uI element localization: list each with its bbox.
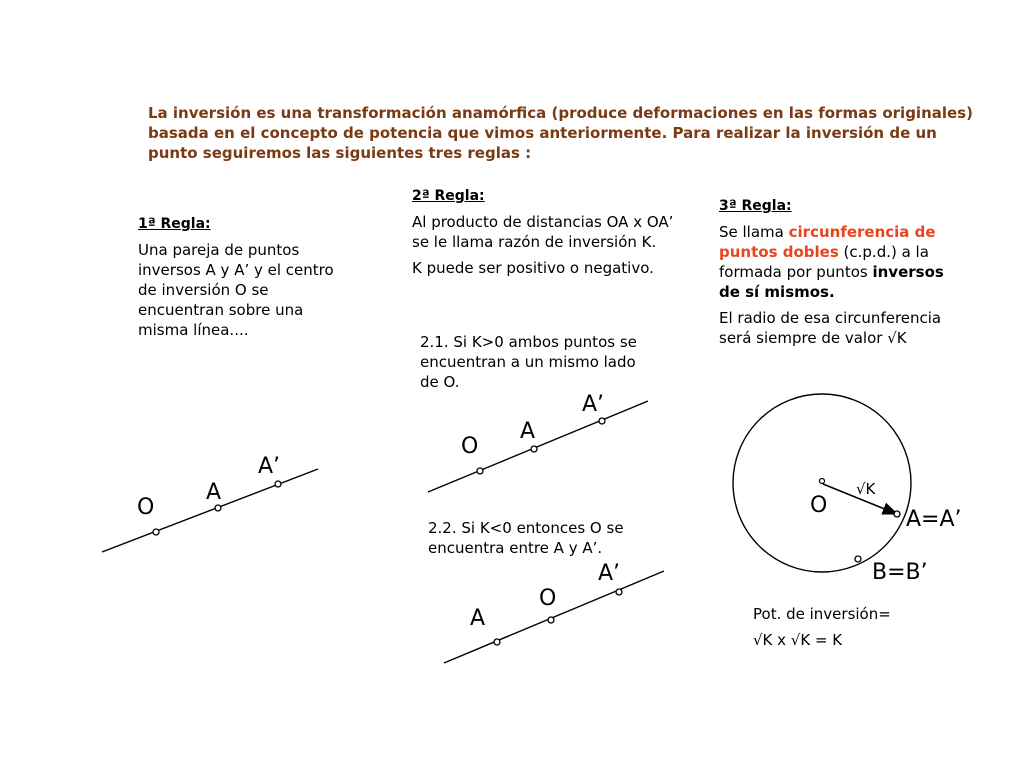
rule2-case2-point-o <box>548 617 554 623</box>
rule2-text1: Al producto de distancias OA x OA’ se le llama razón de inversión K. <box>412 213 674 251</box>
rule2-case1-point-a-prime <box>599 418 605 424</box>
cpd-label-sqrtk: √K <box>856 480 876 498</box>
rule2-case2-label-a: A <box>470 606 486 631</box>
rule3-text-mid: (c.p.d.) a la formada por puntos <box>719 243 929 281</box>
pot-formula: √K x √K = K <box>753 631 843 649</box>
rule3-text2: El radio de esa circunferencia será siempre de valor √K <box>719 309 942 347</box>
rule2-text2: K puede ser positivo o negativo. <box>412 259 654 277</box>
cpd-center-point <box>820 479 825 484</box>
rule2-case2-text: 2.2. Si K<0 entonces O se encuentra entre A y A’. <box>428 519 624 557</box>
rule2-case2-point-a <box>494 639 500 645</box>
rule1-label-a: A <box>206 480 222 505</box>
rule2-case1-point-a <box>531 446 537 452</box>
rule1-label-a-prime: A’ <box>258 454 281 479</box>
rule1-text: Una pareja de puntos inversos A y A’ y el centro de inversión O se encuentran sobre una misma línea.... <box>138 241 334 339</box>
rule1-point-a-prime <box>275 481 281 487</box>
cpd-point-a <box>894 511 900 517</box>
cpd-label-a-equals-a-prime: A=A’ <box>906 507 962 532</box>
rule2-case2-point-a-prime <box>616 589 622 595</box>
rule3-text-bold: inversos de sí mismos. <box>719 263 944 301</box>
rule2-case1-point-o <box>477 468 483 474</box>
rule2-case2-label-o: O <box>539 586 557 611</box>
cpd-label-o: O <box>810 493 828 518</box>
rule2-case1-label-a-prime: A’ <box>582 392 605 417</box>
rule2-case1-label-o: O <box>461 434 479 459</box>
rule2-title: 2ª Regla: <box>412 188 485 204</box>
rule2-case2-label-a-prime: A’ <box>598 561 621 586</box>
rule2-case1-text: 2.1. Si K>0 ambos puntos se encuentran a un mismo lado de O. <box>420 333 637 391</box>
rule2-case1-label-a: A <box>520 419 536 444</box>
cpd-label-b-equals-b-prime: B=B’ <box>872 560 928 585</box>
cpd-point-b <box>855 556 861 562</box>
rule3-title: 3ª Regla: <box>719 198 792 214</box>
rule1-point-a <box>215 505 221 511</box>
rule3-text-pre: Se llama <box>719 223 784 241</box>
rule3-text-highlight: circunferencia de puntos dobles <box>719 223 936 261</box>
intro-paragraph: La inversión es una transformación anamórfica (produce deformaciones en las formas originales) basada en el concepto de potencia que vimos anteriormente. Para realizar la inversión de un punto seguiremos las siguientes tres reglas : <box>148 104 973 162</box>
rule1-title: 1ª Regla: <box>138 216 211 232</box>
rule1-label-o: O <box>137 495 155 520</box>
pot-title: Pot. de inversión= <box>753 605 891 623</box>
rule1-point-o <box>153 529 159 535</box>
